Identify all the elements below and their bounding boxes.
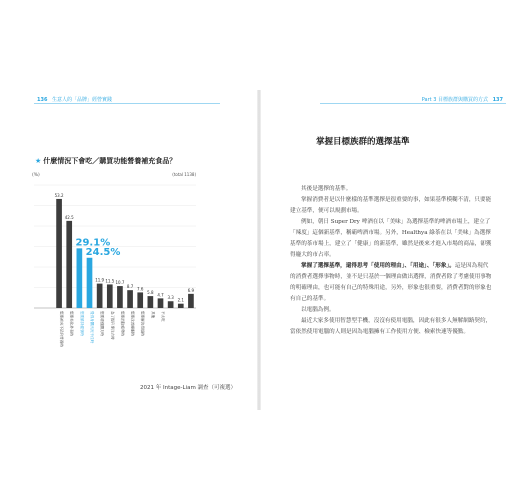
left-header-rule (34, 103, 220, 104)
right-page-number: 137 (492, 97, 503, 103)
bar (107, 284, 113, 308)
bar (158, 298, 164, 308)
star-icon: ★ (35, 157, 42, 165)
bar (178, 304, 184, 308)
bar-value-label: 42.5 (64, 214, 74, 220)
bar-value-label: 11.5 (105, 278, 115, 284)
bar (127, 290, 133, 308)
bar (77, 248, 83, 308)
highlight-value-label: 29.1% (75, 237, 111, 249)
category-label: 其他 (150, 311, 155, 319)
bar-value-label: 5.8 (147, 290, 154, 296)
bar (66, 221, 72, 308)
paragraph (290, 217, 492, 261)
category-label: 覺得身體狀況不佳時 (90, 311, 94, 344)
left-page-number: 136 (37, 97, 48, 103)
bar (168, 301, 174, 308)
highlight-value-label: 24.5% (85, 246, 121, 258)
bar-value-label: 8.7 (126, 284, 134, 290)
left-running-head-text: 生意人的「品牌」經營實踐 (52, 97, 113, 103)
section-title: 掌握目標族群的選擇基準 (316, 137, 410, 147)
chart-title-text: 什麼情況下會吃／購買功能營養補充食品？ (43, 157, 177, 165)
paragraph (290, 305, 492, 316)
bar (188, 294, 194, 308)
sample-size-label: (total 1138) (172, 172, 196, 177)
chart-source: 2021 年 Intage-Liam 調查（可複選） (140, 385, 237, 391)
bar-value-label: 10.7 (115, 280, 125, 286)
left-running-head (34, 96, 112, 103)
paragraph (290, 261, 492, 305)
bar-value-label: 2.1 (177, 297, 184, 303)
book-spine (257, 90, 261, 410)
category-label: 想要增強體力時 (100, 311, 105, 337)
right-header-rule (320, 103, 506, 104)
paragraph (290, 316, 492, 338)
paragraph-emphasis: 掌握了選擇基準，還得思考「使用的理由」、「用途」、「形象」。 (301, 263, 455, 269)
bar (137, 292, 143, 308)
paragraph-text: 例如，朝日 Super Dry 啤酒在以「美味」為選擇基準的啤酒市場上，建立了「辣度」這個新基準，稱霸啤酒市場。另外，Healthya 綠茶在以「美味」為選擇基準的茶市場上，建立了「健康」的新基準，雖然是後來才進入市場的商品，卻獲得龐大的市占率。 (290, 219, 492, 258)
category-label: 想要補充不足的營養時 (59, 311, 64, 347)
paragraph-text: 最近大家多使用智慧型手機，沒沒有使用電腦，因此有很多人無解網路契約，當依然使用電腦的人則是因為電腦擁有工作使用方便、檢索快速等優點。 (290, 318, 492, 335)
y-unit-label: (%) (32, 173, 40, 178)
paragraph (290, 195, 492, 217)
bar (148, 296, 154, 308)
bar (117, 286, 123, 308)
paragraph-text: 以電腦為例。 (301, 307, 335, 313)
bar-chart (30, 165, 200, 380)
bar-value-label: 4.7 (157, 292, 164, 298)
bar (97, 284, 103, 308)
category-label: 想要維持健康時 (79, 311, 84, 337)
paragraph-text: 這是因為現代的消費者選擇事物時，並不是只基於一個理由做出選擇，消費者除了考慮使用事物的明確理由，也可能有自己的特殊用途，另外，形象也很重要，消費者對的形象也有自己的基準。 (290, 263, 492, 302)
paragraph (290, 184, 492, 195)
paragraph-text: 掌握消費者是以什麼樣的基準選擇是很重要的事，如果基準模糊不清，只要能建立基準，便可以規劃市場。 (290, 197, 492, 214)
bar-value-label: 11.9 (95, 277, 105, 283)
bar-value-label: 7.6 (137, 286, 144, 292)
category-label: 想要美化外表時 (69, 311, 74, 337)
category-label: 不太吃 (161, 311, 165, 322)
right-running-head-text: Part 3 目標族群與購買的方式 (421, 97, 488, 103)
bar-value-label: 53.2 (54, 192, 64, 198)
bar (56, 199, 62, 308)
category-label: 想要解決煩惱時 (140, 311, 145, 337)
paragraph-text: 其後是選擇的基準。 (301, 186, 352, 192)
bar-value-label: 3.3 (167, 295, 174, 301)
category-label: 想要改善睡眠時 (130, 311, 135, 337)
category-label: 想要消除疲勞時 (120, 311, 125, 337)
body-text (290, 184, 492, 338)
bar (87, 258, 93, 308)
category-label: 為了提升專注力時 (110, 311, 115, 340)
bar-value-label: 6.9 (187, 287, 195, 293)
right-running-head (422, 96, 506, 103)
